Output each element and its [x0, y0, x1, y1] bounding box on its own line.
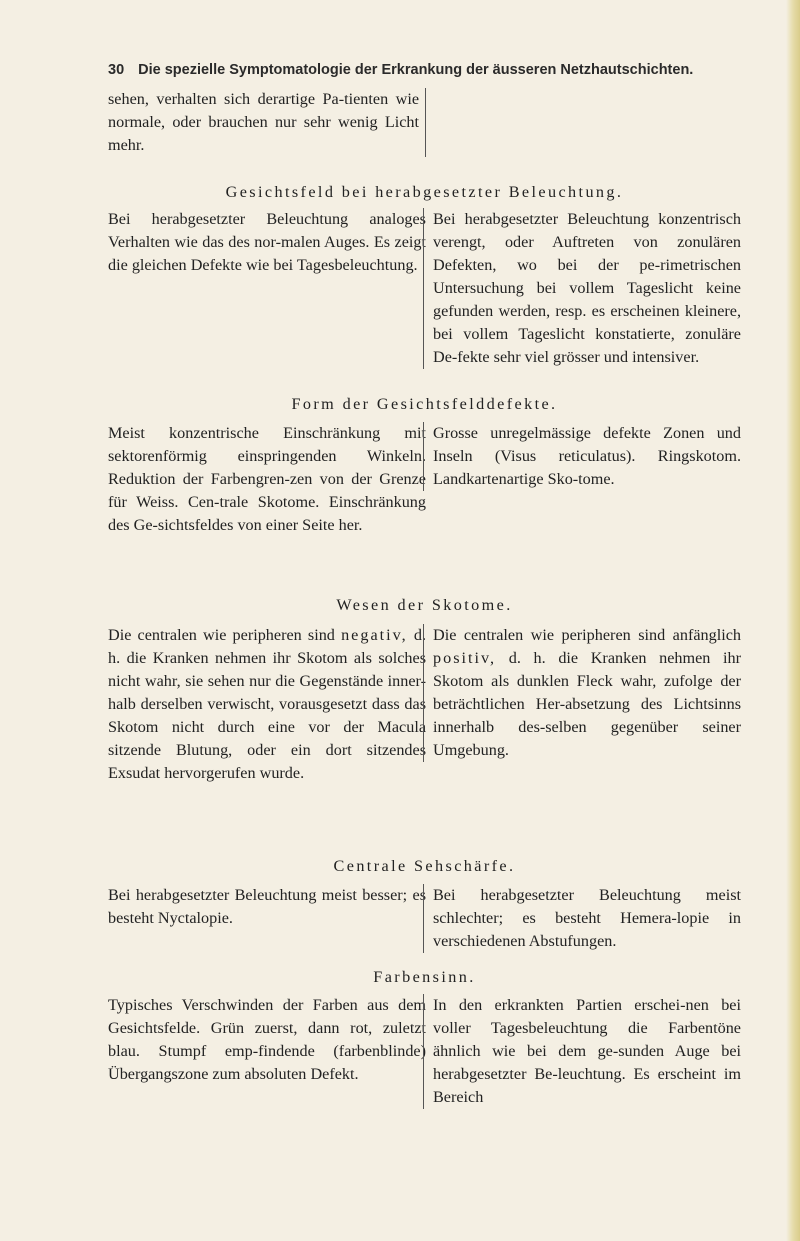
paragraph: Grosse unregelmässige defekte Zonen und Inseln (Visus reticulatus). Ringskotom. Landkartenartige Sko-tome. — [433, 424, 741, 488]
section-2-right — [423, 422, 741, 491]
intro-block — [108, 88, 426, 157]
section-3-right — [423, 624, 741, 762]
intro-paragraph: sehen, verhalten sich derartige Pa-tienten wie normale, oder brauchen nur sehr wenig Licht mehr. — [108, 90, 419, 154]
emphasis-negativ: negativ, — [341, 626, 408, 644]
section-heading-gesichtsfeld: Gesichtsfeld bei herabgesetzter Beleuchtung. — [225, 183, 624, 201]
paragraph — [108, 624, 426, 785]
section-3-left — [108, 624, 426, 785]
section-5-left — [108, 994, 426, 1086]
section-heading-wesen: Wesen der Skotome. — [336, 596, 513, 614]
text: Die centralen wie peripheren sind — [108, 626, 335, 644]
paragraph: Bei herabgesetzter Beleuchtung meist besser; es besteht Nyctalopie. — [108, 886, 426, 927]
section-4-left — [108, 884, 426, 930]
page-number: 30 — [108, 62, 125, 78]
section-heading-sehschaerfe: Centrale Sehschärfe. — [333, 857, 516, 875]
section-1-left — [108, 208, 426, 277]
section-1-right — [423, 208, 741, 369]
running-head — [108, 62, 693, 78]
running-head-title: Die spezielle Symptomatologie der Erkrankung der äusseren Netzhautschichten. — [138, 62, 694, 78]
paragraph: Bei herabgesetzter Beleuchtung analoges Verhalten wie das des nor-malen Auges. Es zeigt die gleichen Defekte wie bei Tagesbeleuchtung. — [108, 210, 426, 274]
section-heading-form: Form der Gesichtsfelddefekte. — [291, 395, 558, 413]
emphasis-positiv: positiv, — [433, 649, 497, 667]
paragraph: In den erkrankten Partien erschei-nen bei voller Tagesbeleuchtung die Farbentöne ähnlich wie bei dem ge-sunden Auge bei herabgesetzter Be-leuchtung. Es erscheint im Bereich — [433, 996, 741, 1106]
text: d. h. die Kranken nehmen ihr Skotom als solches nicht wahr, sie sehen nur die Gegenstände inner-halb derselben verwischt, vorausgesetzt dass das Skotom nicht durch eine vor der Macula sitzende Blutung, oder ein dort sitzendes Exsudat hervorgerufen wurde. — [108, 626, 427, 782]
section-2-left — [108, 422, 426, 537]
paragraph — [433, 624, 741, 762]
text: d. h. die Kranken nehmen ihr Skotom als dunklen Fleck wahr, zufolge der beträchtlichen Her-absetzung des Lichtsinns innerhalb des-selben gegenüber seiner Umgebung. — [433, 649, 742, 759]
section-heading-farbensinn: Farbensinn. — [373, 968, 476, 986]
section-5-right — [423, 994, 741, 1109]
text: Die centralen wie peripheren sind anfänglich — [433, 626, 741, 644]
paragraph: Bei herabgesetzter Beleuchtung konzentrisch verengt, oder Auftreten von zonulären Defekten, wo bei der pe-rimetrischen Untersuchung bei vollem Tageslicht keine gefunden werden, resp. es erscheinen kleinere, bei vollem Tageslicht konstatierte, zonuläre De-fekte sehr viel grösser und intensiver. — [433, 210, 741, 366]
section-4-right — [423, 884, 741, 953]
paragraph: Bei herabgesetzter Beleuchtung meist schlechter; es besteht Hemera-lopie in verschiedenen Abstufungen. — [433, 886, 741, 950]
page-edge — [786, 0, 800, 1241]
paragraph: Meist konzentrische Einschränkung mit sektorenförmig einspringenden Winkeln. Reduktion der Farbengren-zen von der Grenze für Weiss. Cen-trale Skotome. Einschränkung des Ge-sichtsfeldes von einer Seite her. — [108, 424, 426, 534]
paragraph: Typisches Verschwinden der Farben aus dem Gesichtsfelde. Grün zuerst, dann rot, zuletzt blau. Stumpf emp-findende (farbenblinde) Übergangszone zum absoluten Defekt. — [108, 996, 426, 1083]
